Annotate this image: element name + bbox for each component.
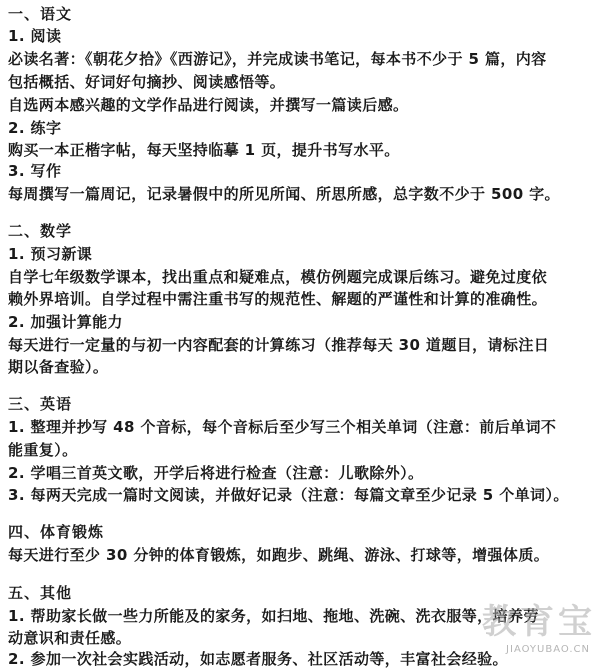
english-item-line: 2. 学唱三首英文歌，开学后将进行检查（注意：儿歌除外）。 — [8, 464, 424, 482]
preview-line: 赖外界培训。自学过程中需注重书写的规范性、解题的严谨性和计算的准确性。 — [8, 290, 548, 308]
reading-heading: 1. 阅读 — [8, 27, 62, 45]
calc-line: 每天进行一定量的与初一内容配套的计算练习（推荐每天 30 道题目，请标注日 — [8, 336, 550, 354]
watermark-url: JIAOYUBAO.CN — [506, 644, 590, 655]
reading-line: 包括概括、好词好句摘抄、阅读感悟等。 — [8, 73, 286, 91]
section-title-pe: 四、体育锻炼 — [8, 523, 105, 541]
writing-line: 购买一本正楷字帖，每天坚持临摹 1 页，提升书写水平。 — [8, 141, 400, 159]
section-title-english: 三、英语 — [8, 395, 73, 413]
writing-heading: 2. 练字 — [8, 119, 62, 137]
english-item-line: 能重复）。 — [8, 441, 78, 459]
other-item-line: 动意识和责任感。 — [8, 629, 132, 647]
section-title-math: 二、数学 — [8, 222, 73, 240]
section-title-chinese: 一、语文 — [8, 5, 73, 23]
composition-line: 每周撰写一篇周记，记录暑假中的所见所闻、所思所感，总字数不少于 500 字。 — [8, 185, 560, 203]
calc-line: 期以备查验）。 — [8, 358, 109, 376]
reading-line: 自选两本感兴趣的文学作品进行阅读，并撰写一篇读后感。 — [8, 96, 409, 114]
section-title-other: 五、其他 — [8, 584, 73, 602]
english-item-line: 3. 每两天完成一篇时文阅读，并做好记录（注意：每篇文章至少记录 5 个单词）。 — [8, 486, 569, 504]
english-item-line: 1. 整理并抄写 48 个音标，每个音标后至少写三个相关单词（注意：前后单词不 — [8, 418, 557, 436]
other-item-line: 1. 帮助家长做一些力所能及的家务，如扫地、拖地、洗碗、洗衣服等，培养劳 — [8, 607, 539, 625]
watermark-logo: 教育宝 — [482, 602, 596, 642]
composition-heading: 3. 写作 — [8, 162, 62, 180]
preview-line: 自学七年级数学课本，找出重点和疑难点，模仿例题完成课后练习。避免过度依 — [8, 268, 548, 286]
pe-line: 每天进行至少 30 分钟的体育锻炼，如跑步、跳绳、游泳、打球等，增强体质。 — [8, 546, 550, 564]
reading-line: 必读名著：《朝花夕拾》《西游记》，并完成读书笔记，每本书不少于 5 篇，内容 — [8, 50, 547, 68]
preview-heading: 1. 预习新课 — [8, 245, 93, 263]
calc-heading: 2. 加强计算能力 — [8, 313, 123, 331]
other-item-line: 2. 参加一次社会实践活动，如志愿者服务、社区活动等，丰富社会经验。 — [8, 650, 508, 668]
